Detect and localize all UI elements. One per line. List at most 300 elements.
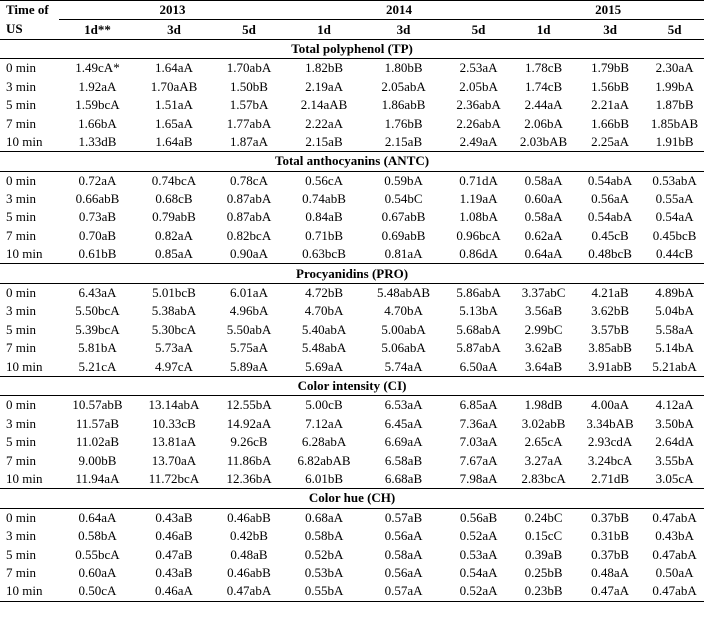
value-cell: 5.30bcA: [151, 321, 197, 337]
value-cell: 7.12aA: [305, 415, 343, 431]
value-cell: 3.02abB: [521, 415, 566, 431]
value-cell: 0.42bB: [230, 528, 268, 544]
value-cell: 5.75aA: [230, 340, 268, 356]
value-cell: 0.46aB: [155, 528, 193, 544]
value-cell: 2.44aA: [524, 97, 563, 113]
value-cell: 0.53aA: [459, 546, 498, 562]
value-cell: 1.82bB: [305, 60, 343, 76]
value-cell: 0.55bcA: [75, 546, 120, 562]
value-cell: 14.92aA: [226, 415, 272, 431]
value-cell: 5.00cB: [305, 397, 343, 413]
value-cell: 3.62aB: [524, 340, 563, 356]
value-cell: 5.50bcA: [75, 303, 120, 319]
value-cell: 5.73aA: [155, 340, 193, 356]
value-cell: 13.14abA: [148, 397, 200, 413]
value-cell: 11.57aB: [75, 415, 120, 431]
us-label: US: [0, 20, 59, 39]
value-cell: 4.72bB: [305, 285, 343, 301]
year-2015-header: 2015: [512, 1, 704, 20]
value-cell: 5.14bA: [655, 340, 694, 356]
section-title: Color hue (CH): [0, 489, 704, 508]
table-row: [0, 564, 704, 582]
value-cell: 0.31bB: [591, 528, 630, 544]
value-cell: 0.57aA: [362, 582, 445, 601]
value-cell: 1.91bB: [655, 133, 694, 149]
value-cell: 2.05abA: [381, 78, 426, 94]
value-cell: 0.58bA: [78, 528, 117, 544]
value-cell: 0.82bcA: [226, 227, 272, 243]
value-cell: 6.28abA: [301, 434, 347, 450]
value-cell: 0.86dA: [459, 246, 498, 262]
value-cell: 0.39aB: [524, 546, 563, 562]
value-cell: 2.49aA: [459, 133, 498, 149]
time-cell: 7 min: [6, 340, 36, 356]
value-cell: 0.54aA: [459, 564, 498, 580]
value-cell: 0.62aA: [524, 227, 563, 243]
value-cell: 7.03aA: [459, 434, 498, 450]
value-cell: 6.43aA: [78, 285, 117, 301]
value-cell: 0.58bA: [304, 528, 344, 544]
value-cell: 0.25bB: [524, 564, 563, 580]
value-cell: 6.58aB: [384, 452, 423, 468]
value-cell: 6.85aA: [459, 397, 498, 413]
table-row: [0, 302, 704, 320]
value-cell: 0.56aA: [384, 564, 423, 580]
value-cell: 1.65aA: [155, 115, 193, 131]
value-cell: 5.81bA: [78, 340, 117, 356]
value-cell: 0.45bcB: [652, 227, 697, 243]
value-cell: 1.86abB: [381, 97, 426, 113]
section-title: Total polyphenol (TP): [0, 39, 704, 58]
value-cell: 1.87bB: [655, 97, 694, 113]
value-cell: 4.00aA: [591, 397, 630, 413]
value-cell: 4.70bA: [304, 303, 344, 319]
value-cell: 5.86abA: [456, 285, 501, 301]
value-cell: 7.67aA: [459, 452, 498, 468]
value-cell: 5.48abAB: [376, 285, 431, 301]
value-cell: 3.57bB: [591, 321, 630, 337]
value-cell: 0.50cA: [59, 582, 136, 601]
value-cell: 1.87aA: [230, 133, 268, 149]
day-header: 5d: [645, 20, 704, 39]
value-cell: 0.84aB: [305, 209, 343, 225]
table-row: [0, 190, 704, 208]
table-row: [0, 208, 704, 226]
value-cell: 13.70aA: [151, 452, 197, 468]
value-cell: 0.87abA: [226, 191, 272, 207]
value-cell: 4.12aA: [655, 397, 694, 413]
value-cell: 0.47abA: [645, 582, 704, 601]
value-cell: 6.01aA: [230, 285, 268, 301]
value-cell: 7.98aA: [459, 470, 498, 486]
time-cell: 0 min: [6, 509, 36, 525]
time-cell: 3 min: [6, 303, 36, 319]
time-cell: 10 min: [6, 133, 43, 149]
value-cell: 0.52bA: [304, 546, 344, 562]
value-cell: 6.53aA: [384, 397, 423, 413]
time-cell: 10 min: [6, 470, 43, 486]
value-cell: 2.06bA: [524, 115, 563, 131]
value-cell: 2.03bAB: [519, 133, 568, 149]
value-cell: 5.04bA: [655, 303, 694, 319]
value-cell: 3.50bA: [655, 415, 694, 431]
time-of-label: Time of: [0, 1, 59, 20]
day-header: 1d: [512, 20, 575, 39]
value-cell: 1.33dB: [78, 133, 117, 149]
value-cell: 0.46abB: [227, 509, 271, 525]
value-cell: 5.06abA: [381, 340, 426, 356]
time-cell: 0 min: [6, 397, 36, 413]
value-cell: 1.66bB: [591, 115, 630, 131]
value-cell: 1.08bA: [459, 209, 498, 225]
value-cell: 0.68aA: [305, 509, 343, 525]
value-cell: 0.58aA: [524, 209, 563, 225]
value-cell: 0.48bcB: [588, 246, 632, 262]
value-cell: 2.64dA: [655, 434, 694, 450]
year-2014-header: 2014: [286, 1, 512, 20]
value-cell: 0.61bB: [78, 246, 117, 262]
value-cell: 0.44cB: [655, 246, 694, 262]
value-cell: 3.24bcA: [587, 452, 633, 468]
table-row: [0, 227, 704, 245]
value-cell: 1.76bB: [384, 115, 423, 131]
value-cell: 0.82aA: [155, 227, 193, 243]
value-cell: 0.52aA: [445, 582, 512, 601]
time-cell: 5 min: [6, 546, 36, 562]
day-header: 1d: [286, 20, 362, 39]
value-cell: 0.50aA: [655, 564, 694, 580]
time-cell: 7 min: [6, 452, 36, 468]
value-cell: 0.47aA: [575, 582, 645, 601]
value-cell: 6.01bB: [305, 470, 343, 486]
value-cell: 2.26abA: [456, 115, 501, 131]
value-cell: 0.47abA: [212, 582, 286, 601]
value-cell: 4.97cA: [155, 358, 193, 374]
value-cell: 1.64aA: [155, 60, 193, 76]
day-header: 5d: [212, 20, 286, 39]
value-cell: 4.21aB: [591, 285, 629, 301]
value-cell: 0.78cA: [230, 172, 268, 188]
value-cell: 3.56aB: [524, 303, 563, 319]
value-cell: 5.39bcA: [75, 321, 120, 337]
value-cell: 9.00bB: [78, 452, 117, 468]
value-cell: 5.21abA: [652, 358, 697, 374]
section-header-row: [0, 489, 704, 508]
value-cell: 5.00abA: [381, 321, 426, 337]
value-cell: 0.69abB: [381, 227, 426, 243]
value-cell: 3.34bAB: [586, 415, 634, 431]
time-cell: 3 min: [6, 191, 36, 207]
time-cell: 0 min: [6, 172, 36, 188]
value-cell: 2.15aB: [305, 133, 343, 149]
value-cell: 1.56bB: [591, 78, 630, 94]
value-cell: 5.21cA: [78, 358, 117, 374]
value-cell: 0.37bB: [591, 546, 630, 562]
value-cell: 0.24bC: [524, 509, 563, 525]
day-header-row: [0, 20, 704, 39]
table-row: [0, 545, 704, 563]
value-cell: 0.90aA: [230, 246, 268, 262]
value-cell: 0.71dA: [459, 172, 498, 188]
value-cell: 11.86bA: [226, 452, 272, 468]
value-cell: 1.64aB: [155, 133, 193, 149]
value-cell: 5.89aA: [230, 358, 268, 374]
value-cell: 1.51aA: [155, 97, 193, 113]
value-cell: 5.50abA: [226, 321, 272, 337]
value-cell: 0.64aA: [78, 509, 117, 525]
value-cell: 1.78cB: [524, 60, 563, 76]
value-cell: 3.05cA: [655, 470, 694, 486]
year-2013-header: 2013: [59, 1, 286, 20]
value-cell: 7.36aA: [459, 415, 498, 431]
value-cell: 2.93cdA: [587, 434, 633, 450]
value-cell: 0.48aA: [591, 564, 630, 580]
value-cell: 0.57aB: [384, 509, 423, 525]
table-row: [0, 96, 704, 114]
value-cell: 3.37abC: [521, 285, 566, 301]
value-cell: 0.15cC: [524, 528, 563, 544]
value-cell: 0.48aB: [230, 546, 268, 562]
table-row: [0, 133, 704, 152]
value-cell: 13.81aA: [151, 434, 197, 450]
value-cell: 0.60aA: [78, 564, 117, 580]
value-cell: 0.54abA: [587, 172, 633, 188]
value-cell: 12.36bA: [226, 470, 272, 486]
value-cell: 1.19aA: [459, 191, 498, 207]
value-cell: 0.71bB: [305, 227, 343, 243]
value-cell: 6.50aA: [459, 358, 498, 374]
value-cell: 6.68aB: [384, 470, 423, 486]
value-cell: 1.59bcA: [75, 97, 120, 113]
value-cell: 3.91abB: [588, 358, 632, 374]
day-header: 3d: [136, 20, 212, 39]
section-header-row: [0, 264, 704, 283]
value-cell: 0.63bcB: [302, 246, 346, 262]
value-cell: 2.99bC: [524, 321, 563, 337]
value-cell: 0.58aA: [524, 172, 563, 188]
section-header-row: [0, 152, 704, 171]
value-cell: 5.38abA: [151, 303, 197, 319]
value-cell: 0.55bA: [286, 582, 362, 601]
time-cell: 10 min: [0, 582, 59, 601]
value-cell: 2.05bA: [459, 78, 498, 94]
time-cell: 5 min: [6, 434, 36, 450]
value-cell: 0.46aA: [136, 582, 212, 601]
table-row: [0, 245, 704, 264]
day-header: 3d: [362, 20, 445, 39]
value-cell: 0.81aA: [384, 246, 423, 262]
value-cell: 0.73aB: [78, 209, 117, 225]
table-row: [0, 283, 704, 302]
value-cell: 2.30aA: [655, 60, 694, 76]
year-header-row: [0, 1, 704, 20]
value-cell: 5.68abA: [456, 321, 501, 337]
value-cell: 0.53bA: [304, 564, 344, 580]
value-cell: 10.33cB: [152, 415, 196, 431]
value-cell: 0.54bC: [384, 191, 423, 207]
value-cell: 5.69aA: [305, 358, 343, 374]
time-cell: 5 min: [6, 209, 36, 225]
value-cell: 0.59bA: [384, 172, 423, 188]
value-cell: 0.60aA: [524, 191, 563, 207]
table-row: [0, 451, 704, 469]
section-header-row: [0, 376, 704, 395]
time-cell: 7 min: [6, 564, 36, 580]
value-cell: 5.40abA: [301, 321, 347, 337]
value-cell: 11.94aA: [75, 470, 120, 486]
section-title: Color intensity (CI): [0, 376, 704, 395]
time-cell: 10 min: [6, 358, 43, 374]
table-row: [0, 433, 704, 451]
value-cell: 1.49cA*: [75, 60, 120, 76]
value-cell: 0.74bcA: [151, 172, 197, 188]
table-body: [0, 39, 704, 601]
value-cell: 11.02aB: [75, 434, 120, 450]
section-title: Total anthocyanins (ANTC): [0, 152, 704, 171]
value-cell: 0.47aB: [155, 546, 193, 562]
value-cell: 2.71dB: [591, 470, 630, 486]
value-cell: 0.46abB: [227, 564, 271, 580]
table-row: [0, 415, 704, 433]
value-cell: 0.66abB: [75, 191, 120, 207]
value-cell: 0.56aB: [459, 509, 498, 525]
table-row: [0, 114, 704, 132]
value-cell: 1.66bA: [78, 115, 117, 131]
value-cell: 5.48abA: [301, 340, 347, 356]
value-cell: 5.01bcB: [152, 285, 196, 301]
value-cell: 11.72bcA: [148, 470, 200, 486]
time-cell: 5 min: [6, 321, 36, 337]
value-cell: 6.69aA: [384, 434, 423, 450]
value-cell: 1.70aAB: [150, 78, 198, 94]
value-cell: 0.56aA: [591, 191, 630, 207]
value-cell: 1.79bB: [591, 60, 630, 76]
table-row: [0, 339, 704, 357]
value-cell: 3.64aB: [524, 358, 563, 374]
value-cell: 5.58aA: [655, 321, 694, 337]
value-cell: 0.47abA: [652, 546, 697, 562]
value-cell: 0.64aA: [524, 246, 563, 262]
table-row: [0, 527, 704, 545]
value-cell: 2.25aA: [591, 133, 630, 149]
value-cell: 0.67abB: [381, 209, 426, 225]
day-header: 5d: [445, 20, 512, 39]
value-cell: 2.83bcA: [521, 470, 566, 486]
value-cell: 2.22aA: [305, 115, 343, 131]
value-cell: 4.89bA: [655, 285, 694, 301]
value-cell: 1.57bA: [229, 97, 269, 113]
value-cell: 2.36abA: [456, 97, 501, 113]
value-cell: 2.15aB: [384, 133, 423, 149]
value-cell: 0.58aA: [384, 546, 423, 562]
value-cell: 0.72aA: [78, 172, 117, 188]
value-cell: 0.37bB: [591, 509, 630, 525]
time-cell: 10 min: [6, 246, 43, 262]
value-cell: 2.53aA: [459, 60, 498, 76]
table-row: [0, 78, 704, 96]
value-cell: 2.14aAB: [300, 97, 348, 113]
table-row: [0, 59, 704, 78]
table-row: [0, 321, 704, 339]
value-cell: 1.98dB: [524, 397, 563, 413]
value-cell: 0.52aA: [459, 528, 498, 544]
value-cell: 2.19aA: [305, 78, 343, 94]
value-cell: 10.57abB: [72, 397, 123, 413]
table-row: [0, 582, 704, 601]
value-cell: 1.80bB: [384, 60, 423, 76]
value-cell: 0.54abA: [587, 209, 633, 225]
table-row: [0, 171, 704, 190]
table-row: [0, 357, 704, 376]
value-cell: 0.55aA: [655, 191, 694, 207]
value-cell: 0.43aB: [155, 564, 193, 580]
value-cell: 0.56cA: [305, 172, 343, 188]
value-cell: 0.43aB: [155, 509, 193, 525]
day-header: 3d: [575, 20, 645, 39]
value-cell: 0.70aB: [78, 227, 117, 243]
value-cell: 1.99bA: [655, 78, 694, 94]
value-cell: 0.47abA: [652, 509, 697, 525]
table-row: [0, 470, 704, 489]
value-cell: 6.82abAB: [297, 452, 351, 468]
value-cell: 1.77abA: [226, 115, 272, 131]
value-cell: 0.53abA: [652, 172, 697, 188]
value-cell: 3.27aA: [524, 452, 563, 468]
value-cell: 2.21aA: [591, 97, 630, 113]
time-cell: 3 min: [6, 415, 36, 431]
value-cell: 5.13bA: [459, 303, 498, 319]
time-cell: 7 min: [6, 115, 36, 131]
value-cell: 1.74cB: [524, 78, 563, 94]
value-cell: 0.79abB: [152, 209, 196, 225]
time-cell: 0 min: [6, 60, 36, 76]
value-cell: 0.56aA: [384, 528, 423, 544]
value-cell: 0.96bcA: [456, 227, 501, 243]
value-cell: 9.26cB: [230, 434, 268, 450]
value-cell: 3.85abB: [588, 340, 632, 356]
value-cell: 1.85bAB: [650, 115, 699, 131]
time-cell: 3 min: [6, 78, 36, 94]
value-cell: 0.85aA: [155, 246, 193, 262]
value-cell: 0.74abB: [302, 191, 346, 207]
table-row: [0, 396, 704, 415]
value-cell: 3.62bB: [591, 303, 630, 319]
value-cell: 5.87abA: [456, 340, 501, 356]
section-title: Procyanidins (PRO): [0, 264, 704, 283]
time-cell: 5 min: [6, 97, 36, 113]
value-cell: 1.92aA: [78, 78, 117, 94]
section-header-row: [0, 39, 704, 58]
value-cell: 0.87abA: [226, 209, 272, 225]
value-cell: 6.45aA: [384, 415, 423, 431]
value-cell: 1.50bB: [230, 78, 268, 94]
table-row: [0, 508, 704, 527]
value-cell: 0.54aA: [655, 209, 694, 225]
time-cell: 0 min: [6, 285, 36, 301]
value-cell: 0.45cB: [591, 227, 629, 243]
value-cell: 12.55bA: [226, 397, 272, 413]
value-cell: 0.68cB: [155, 191, 193, 207]
time-cell: 7 min: [6, 227, 36, 243]
value-cell: 0.23bB: [512, 582, 575, 601]
value-cell: 4.96bA: [229, 303, 269, 319]
value-cell: 0.43bA: [655, 528, 694, 544]
value-cell: 2.65cA: [524, 434, 563, 450]
value-cell: 1.70abA: [226, 60, 272, 76]
value-cell: 5.74aA: [384, 358, 423, 374]
time-cell: 3 min: [6, 528, 36, 544]
value-cell: 3.55bA: [655, 452, 694, 468]
